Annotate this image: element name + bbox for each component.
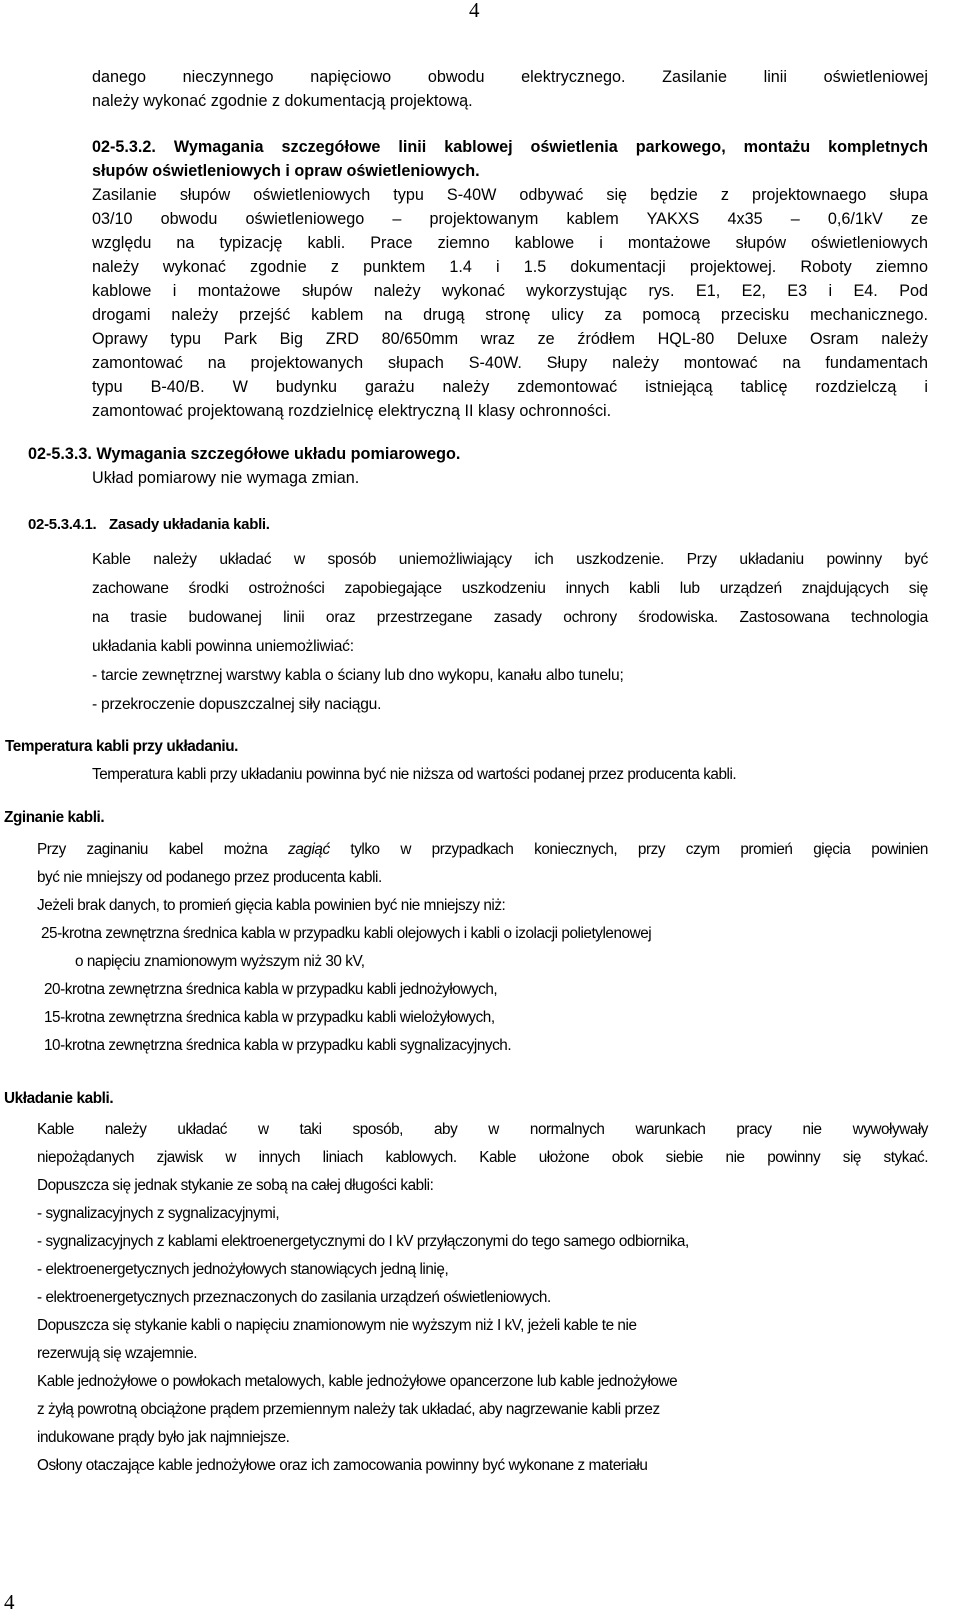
body-line: Kable należy układać w taki sposób, aby w normalnych warunkach pracy nie wywoływały [37, 1121, 928, 1138]
body-line: układania kabli powinna uniemożliwiać: [92, 638, 354, 655]
section-body-02-5-3-3: Układ pomiarowy nie wymaga zmian. [92, 469, 360, 487]
body-line: Zasilanie słupów oświetleniowych typu S-40W odbywać się będzie z projektownaego słupa [92, 186, 928, 204]
body-line: z żyłą powrotną obciążone prądem przemiennym należy tak układać, aby nagrzewanie kabli przez [37, 1401, 660, 1418]
body-line: rezerwują się wzajemnie. [37, 1345, 198, 1362]
list-item: 15-krotna zewnętrzna średnica kabla w przypadku kabli wielożyłowych, [44, 1009, 495, 1026]
body-line: na trasie budowanej linii oraz przestrzegane zasady ochrony środowiska. Zastosowana technologia [92, 609, 928, 626]
body-line: być nie mniejszy od podanego przez producenta kabli. [37, 869, 382, 886]
body-line: Osłony otaczające kable jednożyłowe oraz ich zamocowania powinny być wykonane z materiału [37, 1457, 648, 1474]
body-line: zamontować na projektowanych słupach S-40W. Słupy należy montować na fundamentach [92, 354, 928, 372]
section-body-02-5-3-2 [92, 183, 928, 423]
list-item: 20-krotna zewnętrzna średnica kabla w przypadku kabli jednożyłowych, [44, 981, 498, 998]
page-number-bottom: 4 [4, 1590, 15, 1614]
intro-paragraph [92, 65, 928, 113]
body-line: drogami należy przejść kablem na drugą stronę ulicy za pomocą przecisku mechanicznego. [92, 306, 928, 324]
body-line: kablowe i montażowe słupów należy wykonać wykorzystując rys. E1, E2, E3 i E4. Pod [92, 282, 928, 300]
section-body-zasady-ukladania [92, 545, 928, 719]
temperature-body: Temperatura kabli przy układaniu powinna być nie niższa od wartości podanej przez producenta kabli. [92, 766, 737, 783]
page-number-top: 4 [469, 0, 480, 22]
section-heading-02-5-3-3: 02-5.3.3. Wymagania szczegółowe układu pomiarowego. [28, 445, 461, 463]
list-item: 10-krotna zewnętrzna średnica kabla w przypadku kabli sygnalizacyjnych. [44, 1037, 512, 1054]
body-line: względu na typizację kabli. Prace ziemno kablowe i montażowe słupów oświetleniowych [92, 234, 928, 252]
body-line: Jeżeli brak danych, to promień gięcia kabla powinien być nie mniejszy niż: [37, 897, 506, 914]
list-item: o napięciu znamionowym wyższym niż 30 kV, [75, 953, 365, 970]
section-heading-02-5-3-2 [92, 135, 928, 183]
heading-zginanie: Zginanie kabli. [4, 809, 105, 826]
list-item: - tarcie zewnętrznej warstwy kabla o ściany lub dno wykopu, kanału albo tunelu; [92, 667, 624, 684]
body-line: niepożądanych zjawisk w innych liniach kablowych. Kable ułożone obok siebie nie powinny się stykać. [37, 1149, 928, 1166]
body-line: Dopuszcza się jednak stykanie ze sobą na całej długości kabli: [37, 1177, 434, 1194]
body-line: Kable należy układać w sposób uniemożliwiający ich uszkodzenie. Przy układaniu powinny być [92, 551, 928, 568]
body-line: należy wykonać zgodnie z punktem 1.4 i 1.5 dokumentacji projektowej. Roboty ziemno [92, 258, 928, 276]
list-item: - sygnalizacyjnych z sygnalizacyjnymi, [37, 1205, 280, 1222]
bending-body [37, 836, 928, 1060]
list-item: - przekroczenie dopuszczalnej siły naciągu. [92, 696, 382, 713]
body-line: typu B-40/B. W budynku garażu należy zdemontować istniejącą tablicę rozdzielczą i [92, 378, 928, 396]
body-line: indukowane prądy było jak najmniejsze. [37, 1429, 290, 1446]
list-item: - elektroenergetycznych przeznaczonych do zasilania urządzeń oświetleniowych. [37, 1289, 551, 1306]
body-line: Kable jednożyłowe o powłokach metalowych, kable jednożyłowe opancerzone lub kable jednożyłowe [37, 1373, 678, 1390]
heading-ukladanie: Układanie kabli. [4, 1090, 114, 1107]
list-item: - elektroenergetycznych jednożyłowych stanowiących jedną linię, [37, 1261, 449, 1278]
section-number-02-5-3-4-1: 02-5.3.4.1. [28, 516, 97, 533]
body-line: Dopuszcza się stykanie kabli o napięciu znamionowym nie wyższym niż I kV, jeżeli kable te nie [37, 1317, 637, 1334]
list-item: 25-krotna zewnętrzna średnica kabla w przypadku kabli olejowych i kabli o izolacji polietylenowej [41, 925, 652, 942]
section-title-zasady-ukladania: Zasady układania kabli. [109, 516, 270, 533]
italic-word: zagiąć [288, 841, 330, 858]
body-line: zachowane środki ostrożności zapobiegające uszkodzeniu innych kabli lub urządzeń znajdujących się [92, 580, 928, 597]
body-line: zamontować projektowaną rozdzielnicę elektryczną II klasy ochronności. [92, 402, 612, 420]
heading-temperatura: Temperatura kabli przy układaniu. [5, 738, 239, 755]
body-line: 03/10 obwodu oświetleniowego – projektowanym kablem YAKXS 4x35 – 0,6/1kV ze [92, 210, 928, 228]
intro-line: danego nieczynnego napięciowo obwodu elektrycznego. Zasilanie linii oświetleniowej [92, 68, 928, 86]
heading-line: słupów oświetleniowych i opraw oświetleniowych. [92, 162, 480, 180]
heading-line: 02-5.3.2. Wymagania szczegółowe linii kablowej oświetlenia parkowego, montażu kompletnych [92, 138, 928, 156]
body-line: Oprawy typu Park Big ZRD 80/650mm wraz ze źródłem HQL-80 Deluxe Osram należy [92, 330, 928, 348]
intro-line: należy wykonać zgodnie z dokumentacją projektową. [92, 92, 473, 110]
body-line: Przy zaginaniu kabel można zagiąć tylko w przypadkach koniecznych, przy czym promień gięcia powinien [37, 841, 928, 858]
list-item: - sygnalizacyjnych z kablami elektroenergetycznymi do I kV przyłączonymi do tego samego odbiornika, [37, 1233, 689, 1250]
laying-body [37, 1116, 928, 1480]
